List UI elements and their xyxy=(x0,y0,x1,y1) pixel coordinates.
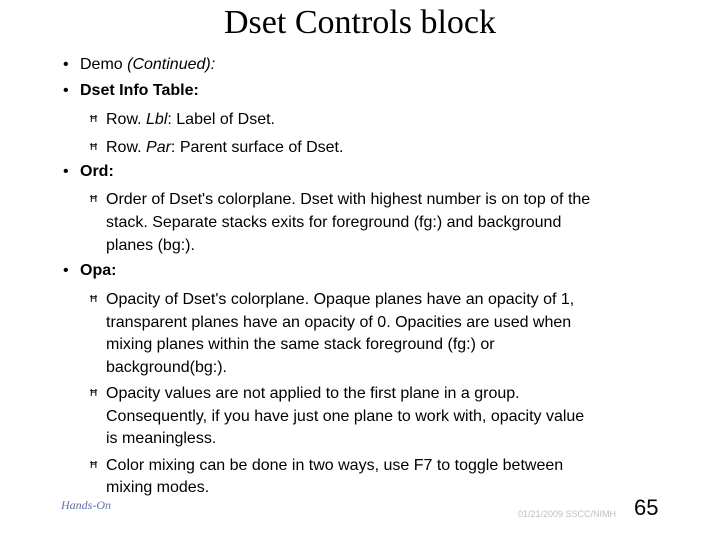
sub-bullet-marker: Ħ xyxy=(89,388,99,399)
row-par-rest: : Parent surface of Dset. xyxy=(170,139,344,156)
bullet-marker: • xyxy=(63,262,69,279)
opa-text3-line-2: mixing modes. xyxy=(106,479,210,496)
bullet-ord: Ord: xyxy=(80,163,114,180)
slide-title: Dset Controls block xyxy=(224,4,496,41)
row-lbl-prefix: Row. xyxy=(106,111,147,128)
row-par-prefix: Row. xyxy=(106,139,147,156)
opa-text3-line-1: Color mixing can be done in two ways, use F7 to toggle between xyxy=(106,457,564,474)
footer-date: 01/21/2009 SSCC/NIMH xyxy=(518,509,617,519)
bullet-demo-label: Demo xyxy=(80,56,128,73)
opa-text2-line-3: is meaningless. xyxy=(106,430,217,447)
sub-bullet-marker: Ħ xyxy=(89,142,99,153)
bullet-dset-info: Dset Info Table: xyxy=(80,82,199,99)
opa-text1-line-1: Opacity of Dset's colorplane. Opaque planes have an opacity of 1, xyxy=(106,291,575,308)
bullet-opa: Opa: xyxy=(80,262,117,279)
opa-text2-line-2: Consequently, if you have just one plane to work with, opacity value xyxy=(106,408,585,425)
opa-text1-line-3: mixing planes within the same stack foreground (fg:) or xyxy=(106,336,495,353)
opa-text2-line-1: Opacity values are not applied to the first plane in a group. xyxy=(106,385,520,402)
sub-bullet-marker: Ħ xyxy=(89,194,99,205)
page-number: 65 xyxy=(634,495,659,520)
sub-bullet-marker: Ħ xyxy=(89,460,99,471)
bullet-demo-suffix: (Continued): xyxy=(127,56,216,73)
opa-text1-line-2: transparent planes have an opacity of 0. Opacities are used when xyxy=(106,314,572,331)
opa-text1-line-4: background(bg:). xyxy=(106,359,227,376)
sub-bullet-row-lbl xyxy=(106,109,275,131)
sub-bullet-marker: Ħ xyxy=(89,114,99,125)
ord-text-line-1: Order of Dset's colorplane. Dset with highest number is on top of the xyxy=(106,191,591,208)
ord-text-line-3: planes (bg:). xyxy=(106,237,195,254)
row-lbl-em: Lbl xyxy=(146,111,168,128)
sub-bullet-marker: Ħ xyxy=(89,294,99,305)
row-par-em: Par xyxy=(146,139,171,156)
ord-text-line-2: stack. Separate stacks exits for foreground (fg:) and background xyxy=(106,214,562,231)
bullet-marker: • xyxy=(63,82,69,99)
footer-hands-on: Hands-On xyxy=(61,498,111,512)
bullet-marker: • xyxy=(63,56,69,73)
row-lbl-rest: : Label of Dset. xyxy=(167,111,275,128)
sub-bullet-row-par xyxy=(106,137,343,159)
bullet-marker: • xyxy=(63,163,69,180)
bullet-demo xyxy=(80,54,215,76)
